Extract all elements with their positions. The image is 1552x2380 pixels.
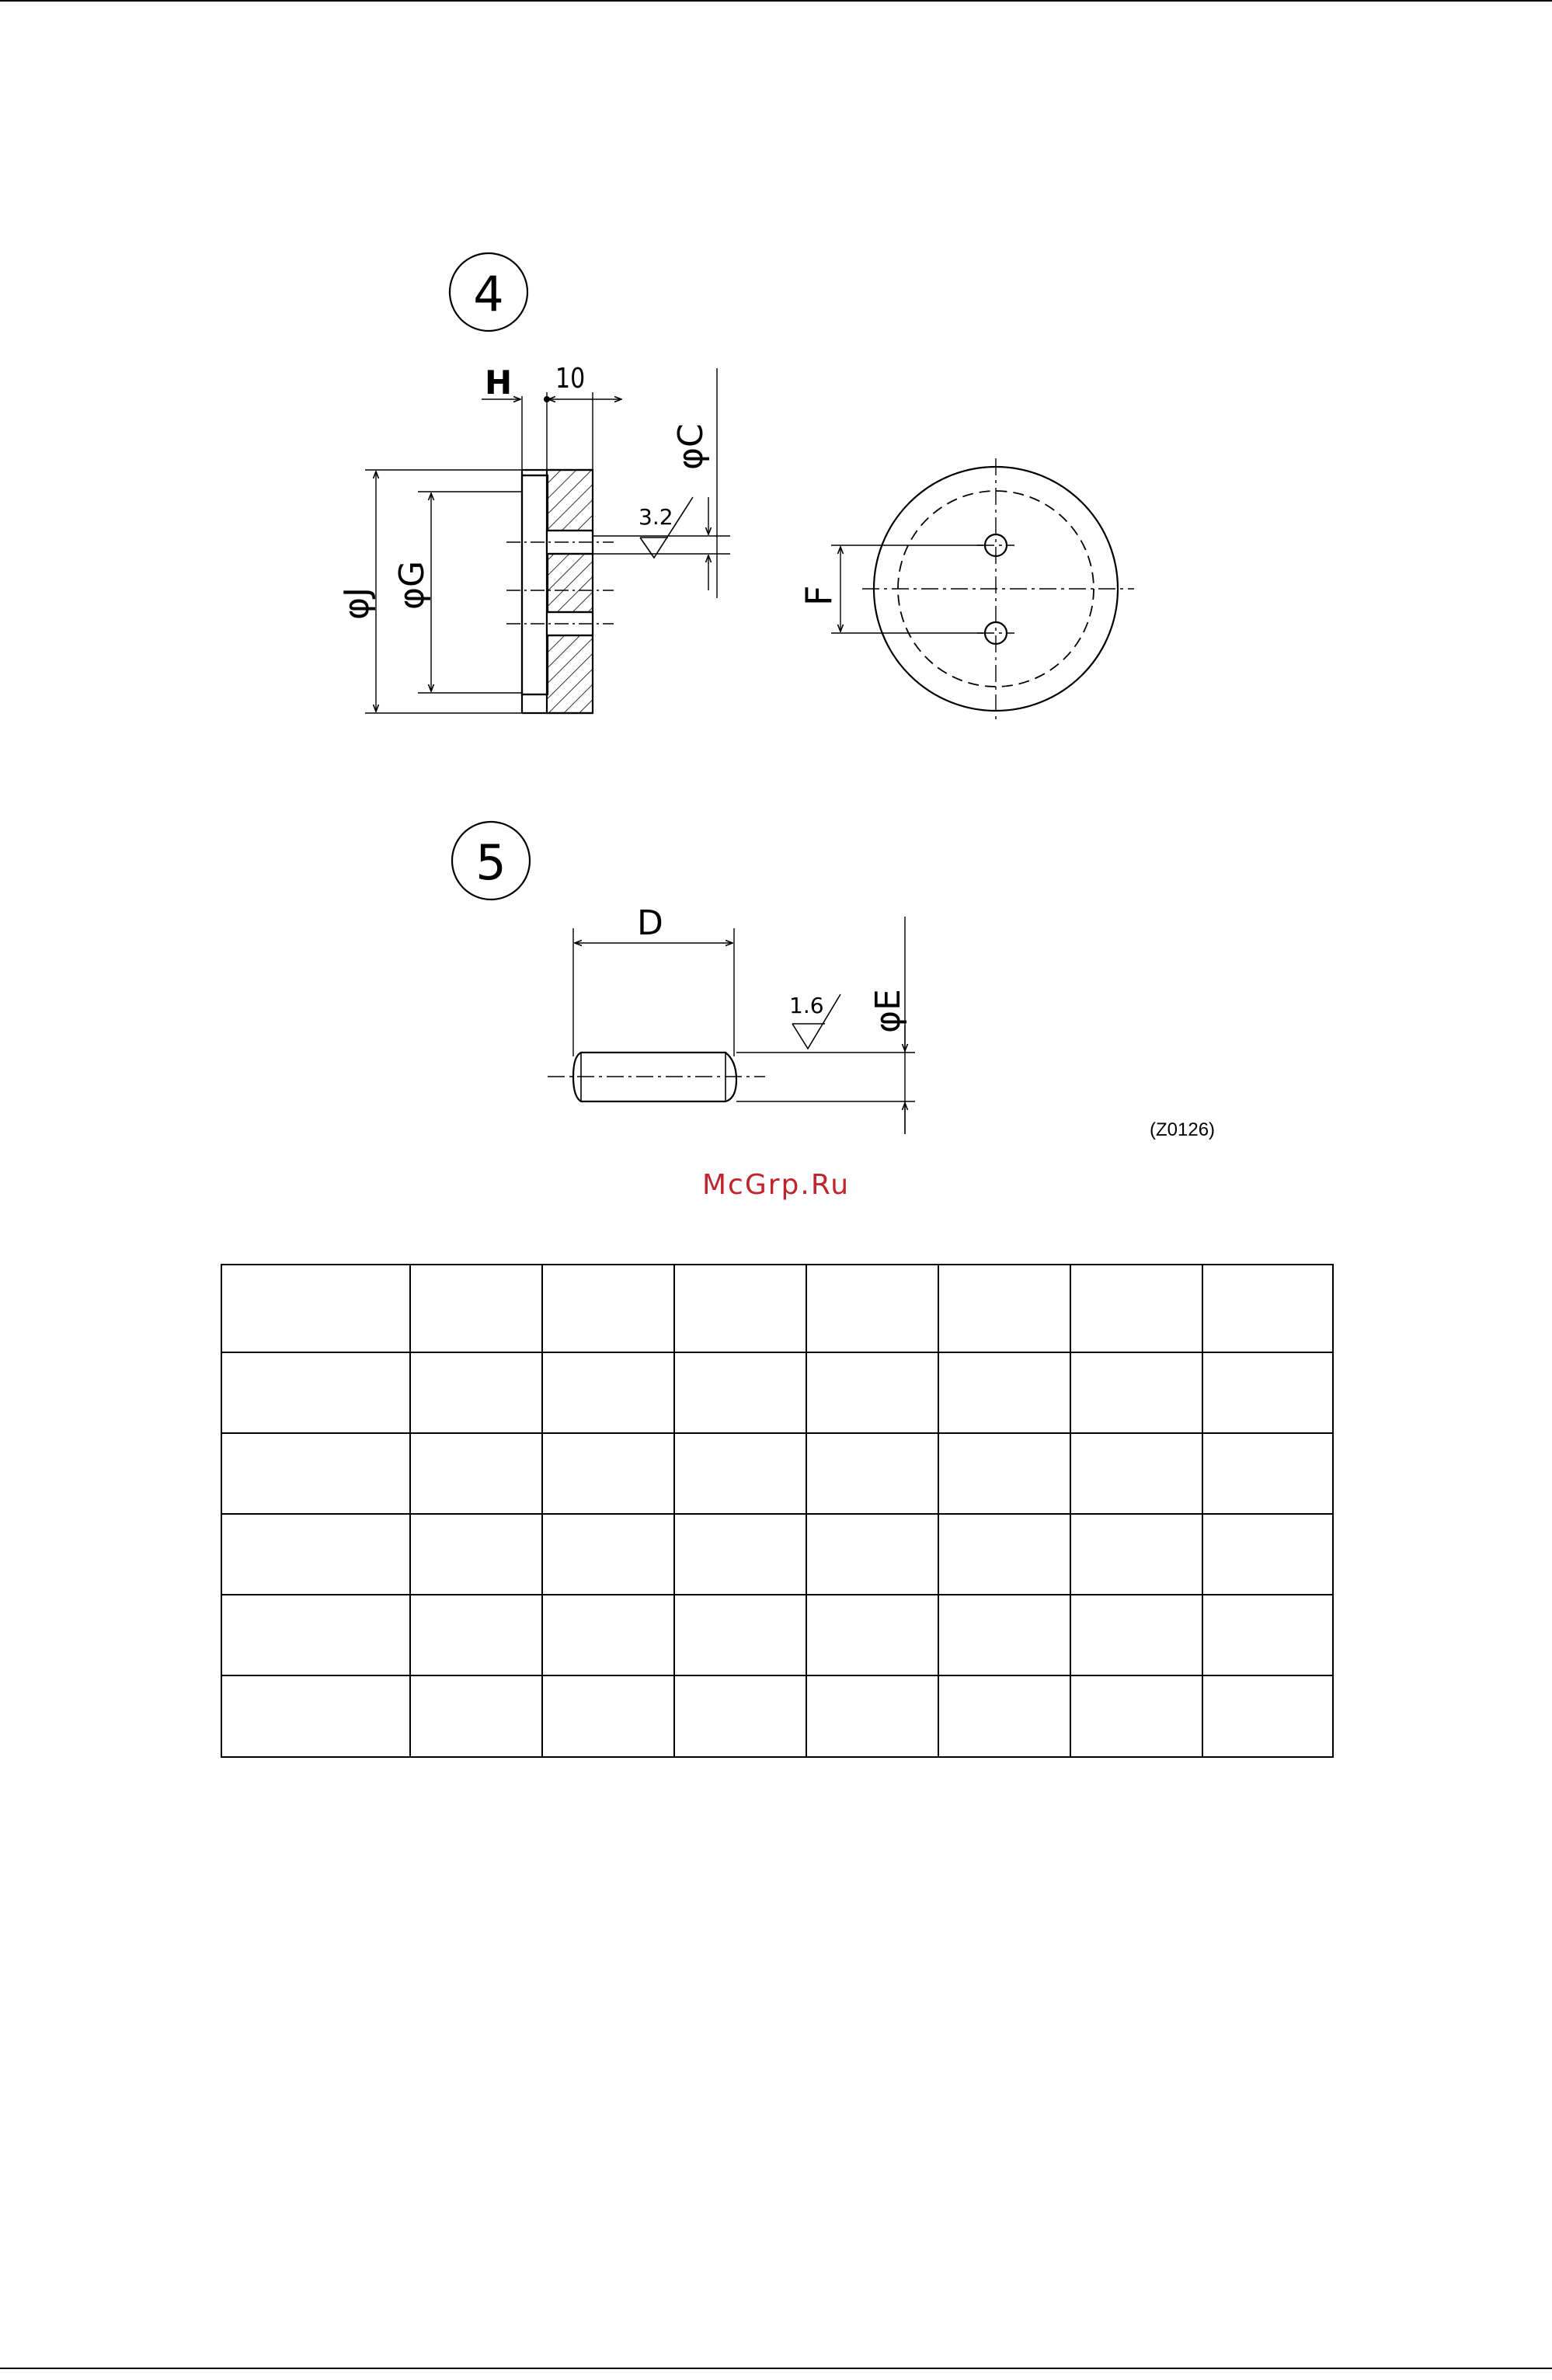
- figure-5: [452, 822, 1215, 1140]
- table-cell: [410, 1595, 542, 1675]
- table-cell: [1070, 1514, 1202, 1595]
- table-cell: [674, 1433, 806, 1514]
- label-f: F: [798, 585, 840, 606]
- label-10: 10: [555, 361, 586, 395]
- table-cell: [1070, 1352, 1202, 1433]
- table-cell: [410, 1265, 542, 1352]
- front-view: [798, 458, 1134, 721]
- table-cell: [806, 1595, 938, 1675]
- table-cell: [542, 1433, 674, 1514]
- table-cell: [1202, 1675, 1333, 1757]
- table-cell: [221, 1595, 410, 1675]
- table-cell: [806, 1514, 938, 1595]
- table-cell: [410, 1514, 542, 1595]
- table-row: [221, 1352, 1333, 1433]
- table-row: [221, 1514, 1333, 1595]
- bottom-rule: [0, 2368, 1552, 2369]
- spec-table: [221, 1264, 1334, 1758]
- table-row: [221, 1675, 1333, 1757]
- table-cell: [1202, 1352, 1333, 1433]
- table-cell: [806, 1265, 938, 1352]
- table-cell: [806, 1352, 938, 1433]
- label-d: D: [637, 903, 663, 943]
- table-cell: [221, 1352, 410, 1433]
- figure-4-number: 4: [473, 266, 504, 322]
- table-cell: [542, 1514, 674, 1595]
- table-row: [221, 1265, 1333, 1352]
- table-cell: [221, 1265, 410, 1352]
- table-cell: [1202, 1265, 1333, 1352]
- table-cell: [938, 1675, 1070, 1757]
- table-cell: [542, 1595, 674, 1675]
- label-e: φE: [868, 989, 908, 1033]
- label-c: φC: [671, 423, 711, 470]
- table-cell: [806, 1675, 938, 1757]
- table-cell: [938, 1352, 1070, 1433]
- table-cell: [1070, 1433, 1202, 1514]
- label-j: φJ: [337, 586, 377, 620]
- table-cell: [410, 1675, 542, 1757]
- table-cell: [938, 1265, 1070, 1352]
- table-cell: [1070, 1595, 1202, 1675]
- label-h: H: [485, 364, 513, 402]
- table-cell: [1202, 1595, 1333, 1675]
- table-row: [221, 1433, 1333, 1514]
- table-cell: [542, 1265, 674, 1352]
- figure-4: [337, 253, 1134, 721]
- table-cell: [542, 1352, 674, 1433]
- table-cell: [938, 1595, 1070, 1675]
- table-cell: [938, 1514, 1070, 1595]
- label-g: φG: [392, 560, 432, 610]
- table-cell: [410, 1433, 542, 1514]
- table-cell: [1202, 1514, 1333, 1595]
- table-cell: [674, 1675, 806, 1757]
- table-cell: [410, 1352, 542, 1433]
- table-row: [221, 1595, 1333, 1675]
- recess: [522, 475, 548, 694]
- table-cell: [674, 1595, 806, 1675]
- table-cell: [806, 1433, 938, 1514]
- table-cell: [674, 1352, 806, 1433]
- table-cell: [938, 1433, 1070, 1514]
- label-finish-1-6: 1.6: [789, 993, 824, 1018]
- table-cell: [674, 1265, 806, 1352]
- watermark: McGrp.Ru: [701, 1169, 851, 1201]
- table-cell: [1202, 1433, 1333, 1514]
- figure-5-number: 5: [475, 834, 506, 891]
- table-cell: [221, 1675, 410, 1757]
- table-cell: [221, 1514, 410, 1595]
- label-finish-3-2: 3.2: [639, 504, 673, 530]
- figure-code: (Z0126): [1150, 1119, 1216, 1140]
- table-cell: [674, 1514, 806, 1595]
- table-cell: [542, 1675, 674, 1757]
- table-cell: [1070, 1265, 1202, 1352]
- section-view: [522, 470, 593, 713]
- table-cell: [221, 1433, 410, 1514]
- table-cell: [1070, 1675, 1202, 1757]
- dowel-pin: [548, 1053, 765, 1101]
